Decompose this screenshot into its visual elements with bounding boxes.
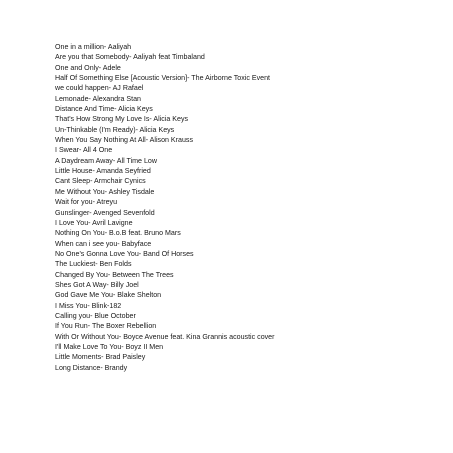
list-item: Half Of Something Else [Acoustic Version]- The Airborne Toxic Event — [55, 74, 271, 83]
list-item: The Luckiest- Ben Folds — [55, 260, 132, 269]
list-item: No One's Gonna Love You- Band Of Horses — [55, 249, 194, 258]
list-item: When You Say Nothing At All- Alison Krauss — [55, 136, 194, 145]
list-item: Little House- Amanda Seyfried — [55, 167, 151, 176]
list-item: Little Moments- Brad Paisley — [55, 353, 146, 362]
list-item: Shes Got A Way- Billy Joel — [55, 280, 139, 289]
list-item: I'll Make Love To You- Boyz II Men — [55, 342, 164, 351]
list-item: I Swear- All 4 One — [55, 146, 113, 155]
song-list — [55, 42, 435, 373]
list-item: Are you that Somebody- Aaliyah feat Timbaland — [55, 53, 205, 62]
list-item: God Gave Me You- Blake Shelton — [55, 291, 162, 300]
list-item: If You Run- The Boxer Rebellion — [55, 322, 157, 331]
list-item: With Or Without You- Boyce Avenue feat. Kina Grannis acoustic cover — [55, 332, 275, 341]
list-item: Nothing On You- B.o.B feat. Bruno Mars — [55, 229, 181, 238]
list-item: One and Only- Adele — [55, 63, 121, 72]
list-item: That's How Strong My Love Is- Alicia Keys — [55, 115, 189, 124]
list-item: I Miss You- Blink-182 — [55, 301, 122, 310]
list-item: Me Without You- Ashley Tisdale — [55, 187, 155, 196]
list-item: we could happen- AJ Rafael — [55, 84, 144, 93]
list-item: I Love You- Avril Lavigne — [55, 218, 133, 227]
list-item: Wait for you- Atreyu — [55, 198, 118, 207]
list-item: Un-Thinkable (I'm Ready)- Alicia Keys — [55, 125, 175, 134]
list-item: Long Distance- Brandy — [55, 363, 128, 372]
list-item: Lemonade- Alexandra Stan — [55, 94, 141, 103]
list-item: A Daydream Away- All Time Low — [55, 156, 157, 165]
list-item: When can i see you- Babyface — [55, 239, 152, 248]
list-item: Calling you- Blue October — [55, 311, 136, 320]
list-item: Cant Sleep- Armchair Cynics — [55, 177, 146, 186]
list-item: One in a million- Aaliyah — [55, 43, 132, 51]
list-item: Gunslinger- Avenged Sevenfold — [55, 208, 155, 217]
list-item: Changed By You- Between The Trees — [55, 270, 174, 279]
list-item: Distance And Time- Alicia Keys — [55, 105, 153, 114]
